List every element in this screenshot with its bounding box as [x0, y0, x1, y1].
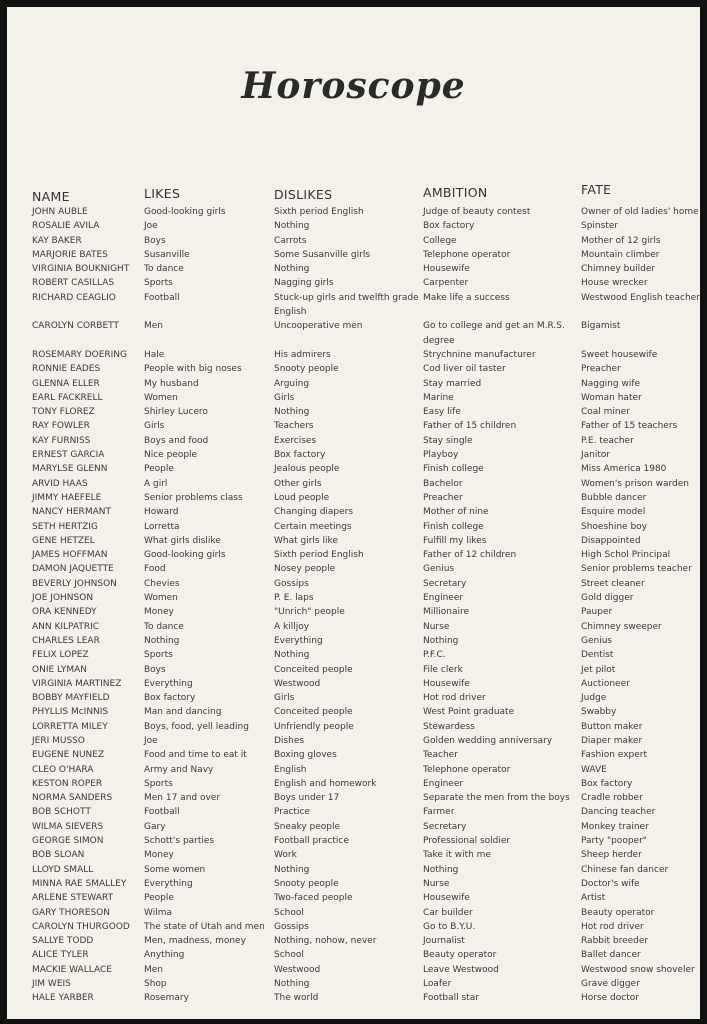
row-name: KESTON ROPER	[32, 778, 103, 789]
row-fate: Westwood English teacher	[581, 292, 700, 303]
row-name: JERI MUSSO	[32, 735, 85, 746]
row-ambition: Beauty operator	[423, 950, 497, 961]
row-fate: Senior problems teacher	[581, 564, 692, 575]
row-dislikes: Nothing	[274, 221, 310, 232]
row-name: MACKIE WALLACE	[32, 964, 112, 975]
row-likes: Football	[144, 807, 180, 818]
row-dislikes: Westwood	[274, 964, 321, 975]
row-ambition: Leave Westwood	[423, 964, 499, 975]
row-ambition: Telephone operator	[423, 764, 511, 775]
row-name: GEORGE SIMON	[32, 836, 104, 847]
row-ambition: Nothing	[423, 635, 459, 646]
row-fate: Doctor's wife	[581, 878, 640, 889]
row-dislikes: Teachers	[274, 421, 314, 432]
row-likes: My husband	[144, 378, 199, 389]
row-name: WILMA SIEVERS	[32, 821, 104, 832]
row-fate: Cradle robber	[581, 793, 643, 804]
row-dislikes: Snooty people	[274, 878, 339, 889]
row-likes: Football	[144, 292, 180, 303]
row-dislikes: Nothing	[274, 264, 310, 275]
row-name: JIM WEIS	[32, 979, 71, 990]
row-dislikes: Jealous people	[274, 464, 340, 475]
row-name: RAY FOWLER	[32, 421, 90, 432]
row-dislikes: Unfriendly people	[274, 721, 354, 732]
row-fate: Spinster	[581, 221, 619, 232]
row-ambition: Teacher	[423, 750, 458, 761]
row-likes: Men	[144, 321, 164, 332]
row-name: MARYLSE GLENN	[32, 464, 108, 475]
row-likes: Chevies	[144, 578, 180, 589]
column-dislikes	[274, 205, 422, 1006]
row-ambition: Nurse	[423, 878, 450, 889]
row-likes: Men 17 and over	[144, 793, 221, 804]
row-name: ARVID HAAS	[32, 478, 88, 489]
row-ambition: Housewife	[423, 893, 470, 904]
row-dislikes: Two-faced people	[274, 893, 353, 904]
row-dislikes: Westwood	[274, 678, 321, 689]
row-ambition: Millionaire	[423, 607, 470, 618]
row-likes: Good-looking girls	[144, 207, 226, 217]
row-ambition: Engineer	[423, 593, 464, 604]
row-ambition: Nurse	[423, 621, 450, 632]
row-fate: Esquire model	[581, 507, 646, 518]
row-dislikes: School	[274, 950, 304, 961]
row-fate: High Schol Principal	[581, 550, 671, 561]
row-likes: Money	[144, 850, 174, 861]
row-ambition: Golden wedding anniversary	[423, 735, 553, 746]
row-fate: Judge	[581, 693, 607, 704]
row-fate: Nagging wife	[581, 378, 641, 389]
row-fate: Miss America 1980	[581, 464, 667, 475]
row-likes: Army and Navy	[144, 764, 214, 775]
row-name: BOBBY MAYFIELD	[32, 693, 110, 704]
row-fate: Women's prison warden	[581, 478, 689, 489]
row-dislikes: School	[274, 907, 304, 918]
row-dislikes: Girls	[274, 392, 295, 403]
row-fate: Owner of old ladies' home	[581, 207, 699, 217]
row-ambition: Bachelor	[423, 478, 463, 489]
row-name: DAMON JAQUETTE	[32, 564, 114, 575]
row-dislikes: Other girls	[274, 478, 322, 489]
row-dislikes: Nothing	[274, 979, 310, 990]
row-name: JIMMY HAEFELE	[32, 492, 102, 503]
row-dislikes: Boxing gloves	[274, 750, 337, 761]
row-likes: Men, madness, money	[144, 936, 246, 947]
row-ambition: Farmer	[423, 807, 455, 818]
row-name: GLENNA ELLER	[32, 378, 100, 389]
row-name: PHYLLIS McINNIS	[32, 707, 109, 718]
row-likes: People	[144, 893, 174, 904]
row-name: GENE HETZEL	[32, 535, 95, 546]
row-ambition: Fulfill my likes	[423, 535, 487, 546]
row-likes: Man and dancing	[144, 707, 222, 718]
row-fate: Shoeshine boy	[581, 521, 648, 532]
row-dislikes: Nothing	[274, 407, 310, 418]
row-likes: To dance	[144, 264, 184, 275]
row-ambition: Make life a success	[423, 292, 510, 303]
column-ambition	[423, 205, 571, 1006]
row-name: LLOYD SMALL	[32, 864, 94, 875]
row-ambition: Box factory	[423, 221, 475, 232]
row-dislikes: Sixth period English	[274, 550, 364, 561]
row-likes: Joe	[144, 221, 158, 232]
row-fate: Button maker	[581, 721, 643, 732]
row-dislikes: Arguing	[274, 378, 310, 389]
row-ambition: Hot rod driver	[423, 693, 486, 704]
row-ambition: Strychnine manufacturer	[423, 349, 536, 360]
row-likes: Women	[144, 593, 178, 604]
row-name: TONY FLOREZ	[32, 407, 95, 418]
row-ambition: Carpenter	[423, 278, 469, 289]
row-dislikes: Sneaky people	[274, 821, 341, 832]
row-name: RONNIE EADES	[32, 364, 101, 375]
row-name: CAROLYN CORBETT	[32, 321, 120, 332]
row-fate: Auctioneer	[581, 678, 630, 689]
row-likes: Nothing	[144, 635, 180, 646]
row-fate: Coal miner	[581, 407, 630, 418]
row-name: BOB SCHOTT	[32, 807, 91, 818]
header-dislikes: DISLIKES	[274, 187, 333, 202]
row-name: ROBERT CASILLAS	[32, 278, 115, 289]
row-name: ERNEST GARCIA	[32, 450, 105, 461]
row-name: JOE JOHNSON	[32, 593, 94, 604]
row-fate: Horse doctor	[581, 993, 639, 1004]
row-name: MARJORIE BATES	[32, 249, 108, 260]
row-likes: What girls dislike	[144, 535, 221, 546]
row-ambition: Marine	[423, 392, 454, 403]
row-ambition: Stay single	[423, 435, 473, 446]
row-ambition: P.F.C.	[423, 650, 446, 661]
row-fate: Hot rod driver	[581, 921, 644, 932]
row-fate: Rabbit breeder	[581, 936, 649, 947]
row-dislikes: P. E. laps	[274, 593, 314, 604]
row-likes: Food	[144, 564, 166, 575]
row-name: EUGENE NUNEZ	[32, 750, 105, 761]
row-name: HALE YARBER	[32, 993, 94, 1004]
row-dislikes: "Unrich" people	[274, 607, 345, 618]
row-name: ROSEMARY DOERING	[32, 349, 128, 360]
row-dislikes: Nothing	[274, 864, 310, 875]
row-dislikes: Football practice	[274, 836, 349, 847]
row-name: LORRETTA MILEY	[32, 721, 108, 732]
row-ambition: Football star	[423, 993, 479, 1004]
row-likes: Everything	[144, 878, 193, 889]
row-dislikes: Everything	[274, 635, 323, 646]
row-dislikes: Girls	[274, 693, 295, 704]
row-name: JAMES HOFFMAN	[32, 550, 108, 561]
row-ambition: Stewardess	[423, 721, 475, 732]
row-ambition: Judge of beauty contest	[423, 207, 531, 217]
row-ambition: Finish college	[423, 521, 484, 532]
row-dislikes: Sixth period English	[274, 207, 364, 217]
row-likes: Anything	[144, 950, 185, 961]
row-dislikes: Exercises	[274, 435, 317, 446]
row-fate: Chimney sweeper	[581, 621, 662, 632]
row-name: EARL FACKRELL	[32, 392, 103, 403]
row-name: SALLYE TODD	[32, 936, 94, 947]
row-name: MINNA RAE SMALLEY	[32, 878, 127, 889]
row-likes: Men	[144, 964, 164, 975]
row-dislikes: Nothing, nohow, never	[274, 936, 377, 947]
row-ambition: Genius	[423, 564, 455, 575]
row-ambition: Journalist	[423, 936, 465, 947]
row-dislikes: His admirers	[274, 349, 331, 360]
row-likes: Rosemary	[144, 993, 189, 1004]
row-fate: Father of 15 teachers	[581, 421, 678, 432]
row-fate: Bubble dancer	[581, 492, 647, 503]
row-ambition: Playboy	[423, 450, 459, 461]
row-likes: Shop	[144, 979, 167, 990]
row-name: KAY FURNISS	[32, 435, 91, 446]
row-fate: Mother of 12 girls	[581, 235, 661, 246]
row-dislikes: Work	[274, 850, 297, 861]
header-ambition: AMBITION	[423, 185, 488, 200]
row-likes: Susanville	[144, 249, 190, 260]
row-likes: To dance	[144, 621, 184, 632]
row-fate: House wrecker	[581, 278, 648, 289]
row-fate: Chimney builder	[581, 264, 656, 275]
yearbook-page	[7, 7, 700, 1019]
row-name: RICHARD CEAGLIO	[32, 292, 116, 303]
row-name: ROSALIE AVILA	[32, 221, 100, 232]
row-likes: Gary	[144, 821, 166, 832]
row-ambition: West Point graduate	[423, 707, 515, 718]
row-name: JOHN AUBLE	[32, 207, 88, 217]
row-ambition: Engineer	[423, 778, 464, 789]
row-dislikes: The world	[274, 993, 319, 1004]
row-name: VIRGINIA MARTINEZ	[32, 678, 122, 689]
row-dislikes: Conceited people	[274, 707, 353, 718]
header-name: NAME	[32, 189, 70, 204]
row-name: ORA KENNEDY	[32, 607, 97, 618]
row-likes: Senior problems class	[144, 492, 243, 503]
row-name: ONIE LYMAN	[32, 664, 87, 675]
row-fate: Chinese fan dancer	[581, 864, 669, 875]
row-ambition: Separate the men from the boys	[423, 793, 570, 804]
row-dislikes: Gossips	[274, 921, 309, 932]
row-dislikes: Certain meetings	[274, 521, 352, 532]
row-fate: Diaper maker	[581, 735, 643, 746]
row-dislikes: Loud people	[274, 492, 330, 503]
row-dislikes: A killjoy	[274, 621, 310, 632]
row-likes: Sports	[144, 650, 173, 661]
row-dislikes: Gossips	[274, 578, 309, 589]
row-dislikes: Nagging girls	[274, 278, 334, 289]
row-fate: Disappointed	[581, 535, 641, 546]
row-ambition: Secretary	[423, 578, 467, 589]
row-fate: Ballet dancer	[581, 950, 641, 961]
row-name: BOB SLOAN	[32, 850, 85, 861]
row-ambition: Go to B.Y.U.	[423, 921, 476, 932]
row-ambition: Father of 15 children	[423, 421, 517, 432]
row-dislikes: Nothing	[274, 650, 310, 661]
row-ambition: Loafer	[423, 979, 452, 990]
row-name: BEVERLY JOHNSON	[32, 578, 117, 589]
row-likes: Food and time to eat it	[144, 750, 247, 761]
row-likes: Boys, food, yell leading	[144, 721, 249, 732]
row-dislikes: Conceited people	[274, 664, 353, 675]
row-likes: Boys and food	[144, 435, 209, 446]
row-fate: Box factory	[581, 778, 633, 789]
row-fate: WAVE	[581, 764, 607, 775]
row-ambition: Go to college and get an M.R.S. degree	[423, 321, 565, 346]
row-likes: Everything	[144, 678, 193, 689]
row-name: NANCY HERMANT	[32, 507, 111, 518]
row-name: VIRGINIA BOUKNIGHT	[32, 264, 130, 275]
row-ambition: College	[423, 235, 457, 246]
row-likes: Shirley Lucero	[144, 407, 208, 418]
column-name	[32, 205, 130, 1006]
row-likes: People	[144, 464, 174, 475]
row-name: SETH HERTZIG	[32, 521, 98, 532]
row-dislikes: Changing diapers	[274, 507, 354, 518]
row-dislikes: What girls like	[274, 535, 338, 546]
column-fate	[581, 205, 700, 1006]
row-dislikes: Dishes	[274, 735, 305, 746]
row-fate: Dentist	[581, 650, 614, 661]
row-fate: Janitor	[581, 450, 611, 461]
header-likes: LIKES	[144, 186, 181, 201]
row-name: KAY BAKER	[32, 235, 82, 246]
row-dislikes: Stuck-up girls and twelfth grade English	[274, 292, 419, 318]
row-ambition: Finish college	[423, 464, 484, 475]
row-fate: Grave digger	[581, 979, 640, 990]
row-ambition: Father of 12 children	[423, 550, 517, 561]
row-fate: Pauper	[581, 607, 613, 618]
row-likes: Howard	[144, 507, 179, 518]
row-ambition: File clerk	[423, 664, 463, 675]
column-likes	[144, 205, 265, 1006]
row-ambition: Professional soldier	[423, 836, 511, 847]
row-name: FELIX LOPEZ	[32, 650, 89, 661]
row-fate: Genius	[581, 635, 613, 646]
row-likes: Joe	[144, 735, 158, 746]
row-likes: Boys	[144, 664, 166, 675]
row-fate: Party "pooper"	[581, 836, 647, 847]
row-ambition: Housewife	[423, 678, 470, 689]
row-fate: Swabby	[581, 707, 617, 718]
row-ambition: Car builder	[423, 907, 473, 918]
row-fate: Dancing teacher	[581, 807, 656, 818]
row-name: ANN KILPATRIC	[32, 621, 100, 632]
row-likes: Women	[144, 392, 178, 403]
row-fate: Gold digger	[581, 593, 634, 604]
row-fate: Fashion expert	[581, 750, 648, 761]
row-fate: Sweet housewife	[581, 349, 658, 360]
page-title: Horoscope	[241, 65, 466, 107]
row-fate: Beauty operator	[581, 907, 655, 918]
row-likes: Nice people	[144, 450, 198, 461]
row-fate: Westwood snow shoveler	[581, 964, 695, 975]
row-ambition: Telephone operator	[423, 249, 511, 260]
row-dislikes: Uncooperative men	[274, 321, 363, 332]
row-ambition: Secretary	[423, 821, 467, 832]
row-dislikes: English and homework	[274, 778, 377, 789]
row-likes: The state of Utah and men	[144, 921, 265, 932]
row-likes: Good-looking girls	[144, 550, 226, 561]
row-name: NORMA SANDERS	[32, 793, 113, 804]
row-fate: P.E. teacher	[581, 435, 634, 446]
row-likes: People with big noses	[144, 364, 242, 375]
row-dislikes: Nosey people	[274, 564, 336, 575]
row-name: CHARLES LEAR	[32, 635, 100, 646]
row-name: ALICE TYLER	[32, 950, 89, 961]
row-dislikes: English	[274, 764, 307, 775]
row-likes: Girls	[144, 421, 165, 432]
row-ambition: Housewife	[423, 264, 470, 275]
row-ambition: Take it with me	[423, 850, 491, 861]
row-likes: Sports	[144, 278, 173, 289]
row-name: ARLENE STEWART	[32, 893, 113, 904]
header-fate: FATE	[581, 182, 612, 197]
row-dislikes: Some Susanville girls	[274, 249, 371, 260]
row-fate: Street cleaner	[581, 578, 645, 589]
row-likes: Schott's parties	[144, 836, 215, 847]
row-name: CAROLYN THURGOOD	[32, 921, 130, 932]
row-fate: Monkey trainer	[581, 821, 649, 832]
row-likes: Sports	[144, 778, 173, 789]
row-ambition: Cod liver oil taster	[423, 364, 506, 375]
row-fate: Sheep herder	[581, 850, 642, 861]
row-likes: Wilma	[144, 907, 172, 918]
row-likes: Box factory	[144, 693, 196, 704]
row-dislikes: Boys under 17	[274, 793, 340, 804]
row-name: GARY THORESON	[32, 907, 110, 918]
row-fate: Woman hater	[581, 392, 642, 403]
row-fate: Preacher	[581, 364, 621, 375]
row-likes: Lorretta	[144, 521, 180, 532]
row-fate: Mountain climber	[581, 249, 660, 260]
row-likes: Hale	[144, 349, 165, 360]
row-name: CLEO O'HARA	[32, 764, 94, 775]
row-dislikes: Box factory	[274, 450, 326, 461]
row-ambition: Easy life	[423, 407, 461, 418]
row-ambition: Stay married	[423, 378, 482, 389]
row-fate: Jet pilot	[581, 664, 616, 675]
row-likes: Money	[144, 607, 174, 618]
row-ambition: Preacher	[423, 492, 463, 503]
row-ambition: Mother of nine	[423, 507, 489, 518]
row-fate: Artist	[581, 893, 606, 904]
row-likes: A girl	[144, 478, 168, 489]
row-dislikes: Practice	[274, 807, 310, 818]
row-likes: Some women	[144, 864, 206, 875]
row-dislikes: Snooty people	[274, 364, 339, 375]
row-ambition: Nothing	[423, 864, 459, 875]
row-likes: Boys	[144, 235, 166, 246]
row-fate: Bigamist	[581, 321, 621, 332]
row-dislikes: Carrots	[274, 235, 307, 246]
